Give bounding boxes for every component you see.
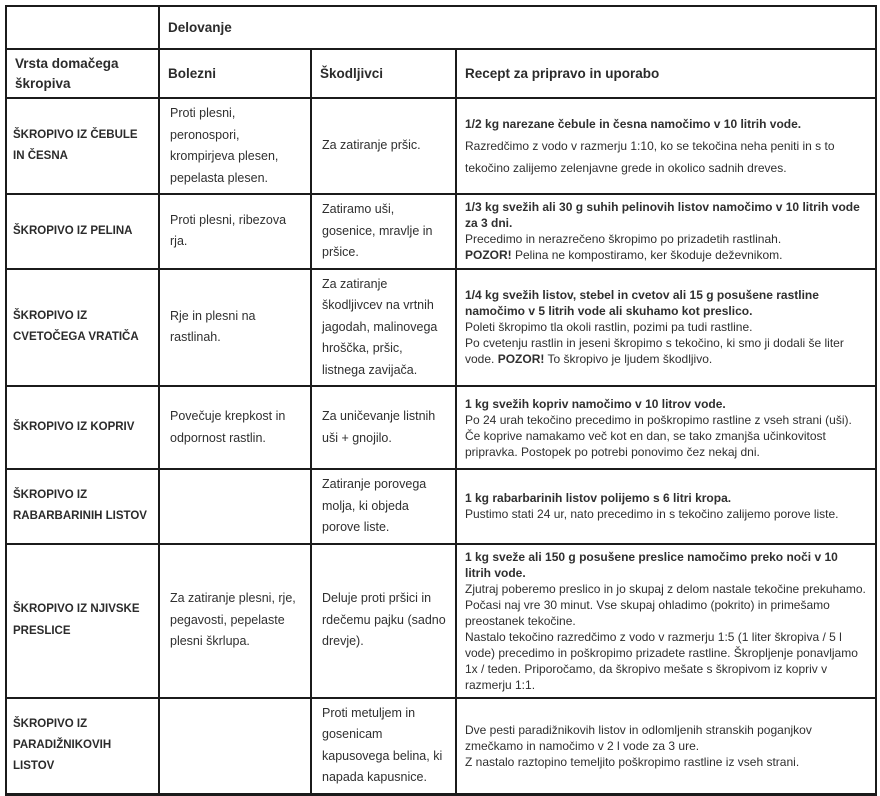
recipe-text-bold: 1 kg rabarbarinih listov polijemo s 6 litri kropa. [465, 491, 732, 506]
recipe-cell [456, 269, 876, 387]
recipe-text: Pelina ne kompostiramo, ker škoduje deževnikom. [511, 248, 783, 263]
header-col-diseases: Bolezni [159, 49, 311, 98]
homemade-spray-table [5, 5, 877, 796]
pests-cell: Zatiranje porovega molja, ki objeda porove liste. [311, 469, 456, 544]
header-col-type: Vrsta domačega škropiva [6, 49, 159, 98]
diseases-cell [159, 469, 311, 544]
recipe-line [465, 490, 867, 506]
spray-name-cell: ŠKROPIVO IZ PELINA [6, 194, 159, 269]
recipe-cell [456, 98, 876, 194]
recipe-line [465, 428, 867, 460]
spray-name-cell: ŠKROPIVO IZ ČEBULE IN ČESNA [6, 98, 159, 194]
recipe-text-bold: POZOR! [465, 248, 512, 263]
pests-cell: Za zatiranje pršic. [311, 98, 456, 194]
recipe-text: Dve pesti paradižnikovih listov in odlomljenih stranskih poganjkov zmečkamo in namočimo v 2 l vode za 3 ure. [465, 722, 812, 753]
spray-name-cell: ŠKROPIVO IZ NJIVSKE PRESLICE [6, 544, 159, 698]
header-columns-row [6, 49, 876, 98]
spray-name-cell: ŠKROPIVO IZ PARADIŽNIKOVIH LISTOV [6, 698, 159, 795]
pests-cell: Zatiramo uši, gosenice, mravlje in pršice. [311, 194, 456, 269]
recipe-line [465, 722, 867, 754]
recipe-text: Po cvetenju rastlin in jeseni škropimo s tekočino, ki smo ji dodali še liter vode. [465, 336, 844, 367]
pests-cell: Deluje proti pršici in rdečemu pajku (sadno drevje). [311, 544, 456, 698]
header-delovanje: Delovanje [159, 6, 876, 49]
recipe-text-bold: 1/3 kg svežih ali 30 g suhih pelinovih listov namočimo v 10 litrih vode za 3 dni. [465, 200, 860, 231]
recipe-text-bold: 1/2 kg narezane čebule in česna namočimo v 10 litrih vode. [465, 117, 802, 132]
table-row [6, 269, 876, 387]
recipe-line [465, 319, 867, 335]
recipe-cell [456, 386, 876, 469]
diseases-cell [159, 698, 311, 795]
recipe-line [465, 396, 867, 412]
table-body [6, 98, 876, 794]
table-header [6, 6, 876, 98]
table-row [6, 544, 876, 698]
recipe-line [465, 231, 867, 247]
header-col-pests: Škodljivci [311, 49, 456, 98]
table-row [6, 386, 876, 469]
recipe-text: Poleti škropimo tla okoli rastlin, pozimi pa tudi rastline. [465, 320, 753, 335]
pests-cell: Za uničevanje listnih uši + gnojilo. [311, 386, 456, 469]
header-group-row [6, 6, 876, 49]
recipe-text: Pustimo stati 24 ur, nato precedimo in s tekočino zalijemo porove liste. [465, 507, 839, 522]
recipe-text: Nastalo tekočino razredčimo z vodo v razmerju 1:5 (1 liter škropiva / 5 l vode) precedimo in poškropimo prizadete rastline. Škropljenje ponavljamo 1x / teden. Priporočamo, da škropivo mešate s škropivom iz kopriv v razmerju 1:1. [465, 629, 858, 692]
recipe-cell [456, 544, 876, 698]
recipe-line [465, 412, 867, 428]
table-row [6, 98, 876, 194]
recipe-line [465, 506, 867, 522]
header-corner-cell [6, 6, 159, 49]
header-col-recipe: Recept za pripravo in uporabo [456, 49, 876, 98]
diseases-cell: Proti plesni, ribezova rja. [159, 194, 311, 269]
table-row [6, 469, 876, 544]
recipe-cell [456, 194, 876, 269]
recipe-cell [456, 469, 876, 544]
pests-cell: Proti metuljem in gosenicam kapusovega belina, ki napada kapusnice. [311, 698, 456, 795]
recipe-text-bold: 1 kg svežih kopriv namočimo v 10 litrov vode. [465, 396, 726, 411]
recipe-line [465, 629, 867, 693]
recipe-line [465, 199, 867, 231]
spray-name-cell: ŠKROPIVO IZ RABARBARINIH LISTOV [6, 469, 159, 544]
diseases-cell: Za zatiranje plesni, rje, pegavosti, pepelaste plesni škrlupa. [159, 544, 311, 698]
recipe-text-bold: 1/4 kg svežih listov, stebel in cvetov ali 15 g posušene rastline namočimo v 5 litrih vode ali skuhamo kot preslico. [465, 288, 819, 319]
diseases-cell: Proti plesni, peronospori, krompirjeva plesen, pepelasta plesen. [159, 98, 311, 194]
recipe-line [465, 754, 867, 770]
recipe-text: Po 24 urah tekočino precedimo in poškropimo rastline z vseh strani (uši). [465, 412, 852, 427]
recipe-text: Z nastalo raztopino temeljito poškropimo rastline iz vseh strani. [465, 754, 800, 769]
spray-name-cell: ŠKROPIVO IZ CVETOČEGA VRATIČA [6, 269, 159, 387]
recipe-line [465, 135, 867, 179]
table-row [6, 194, 876, 269]
recipe-text: Razredčimo z vodo v razmerju 1:10, ko se tekočina neha peniti in s to tekočino zalijemo zelenjavne grede in okolico sadnih dreves. [465, 139, 835, 176]
recipe-line [465, 581, 867, 629]
recipe-line [465, 549, 867, 581]
recipe-cell [456, 698, 876, 795]
pests-cell: Za zatiranje škodljivcev na vrtnih jagodah, malinovega hroščka, pršic, listnega zavijača. [311, 269, 456, 387]
diseases-cell: Rje in plesni na rastlinah. [159, 269, 311, 387]
recipe-line [465, 113, 867, 135]
table-row [6, 698, 876, 795]
recipe-line [465, 335, 867, 367]
recipe-text-bold: 1 kg sveže ali 150 g posušene preslice namočimo preko noči v 10 litrih vode. [465, 549, 838, 580]
recipe-line [465, 287, 867, 319]
recipe-text-bold: POZOR! [497, 352, 545, 367]
recipe-text: Če koprive namakamo več kot en dan, se tako zmanjša učinkovitost pripravka. Postopek po potrebi ponovimo čez nekaj dni. [465, 428, 826, 459]
recipe-text: Precedimo in nerazrečeno škropimo po prizadetih rastlinah. [465, 232, 782, 247]
recipe-line [465, 247, 867, 263]
diseases-cell: Povečuje krepkost in odpornost rastlin. [159, 386, 311, 469]
recipe-text: Zjutraj poberemo preslico in jo skupaj z delom nastale tekočine prekuhamo. Počasi naj vre 30 minut. Vse skupaj ohladimo (pokrito) in primešamo preostanek tekočine. [465, 581, 866, 628]
spray-name-cell: ŠKROPIVO IZ KOPRIV [6, 386, 159, 469]
recipe-text: To škropivo je ljudem škodljivo. [544, 352, 713, 367]
